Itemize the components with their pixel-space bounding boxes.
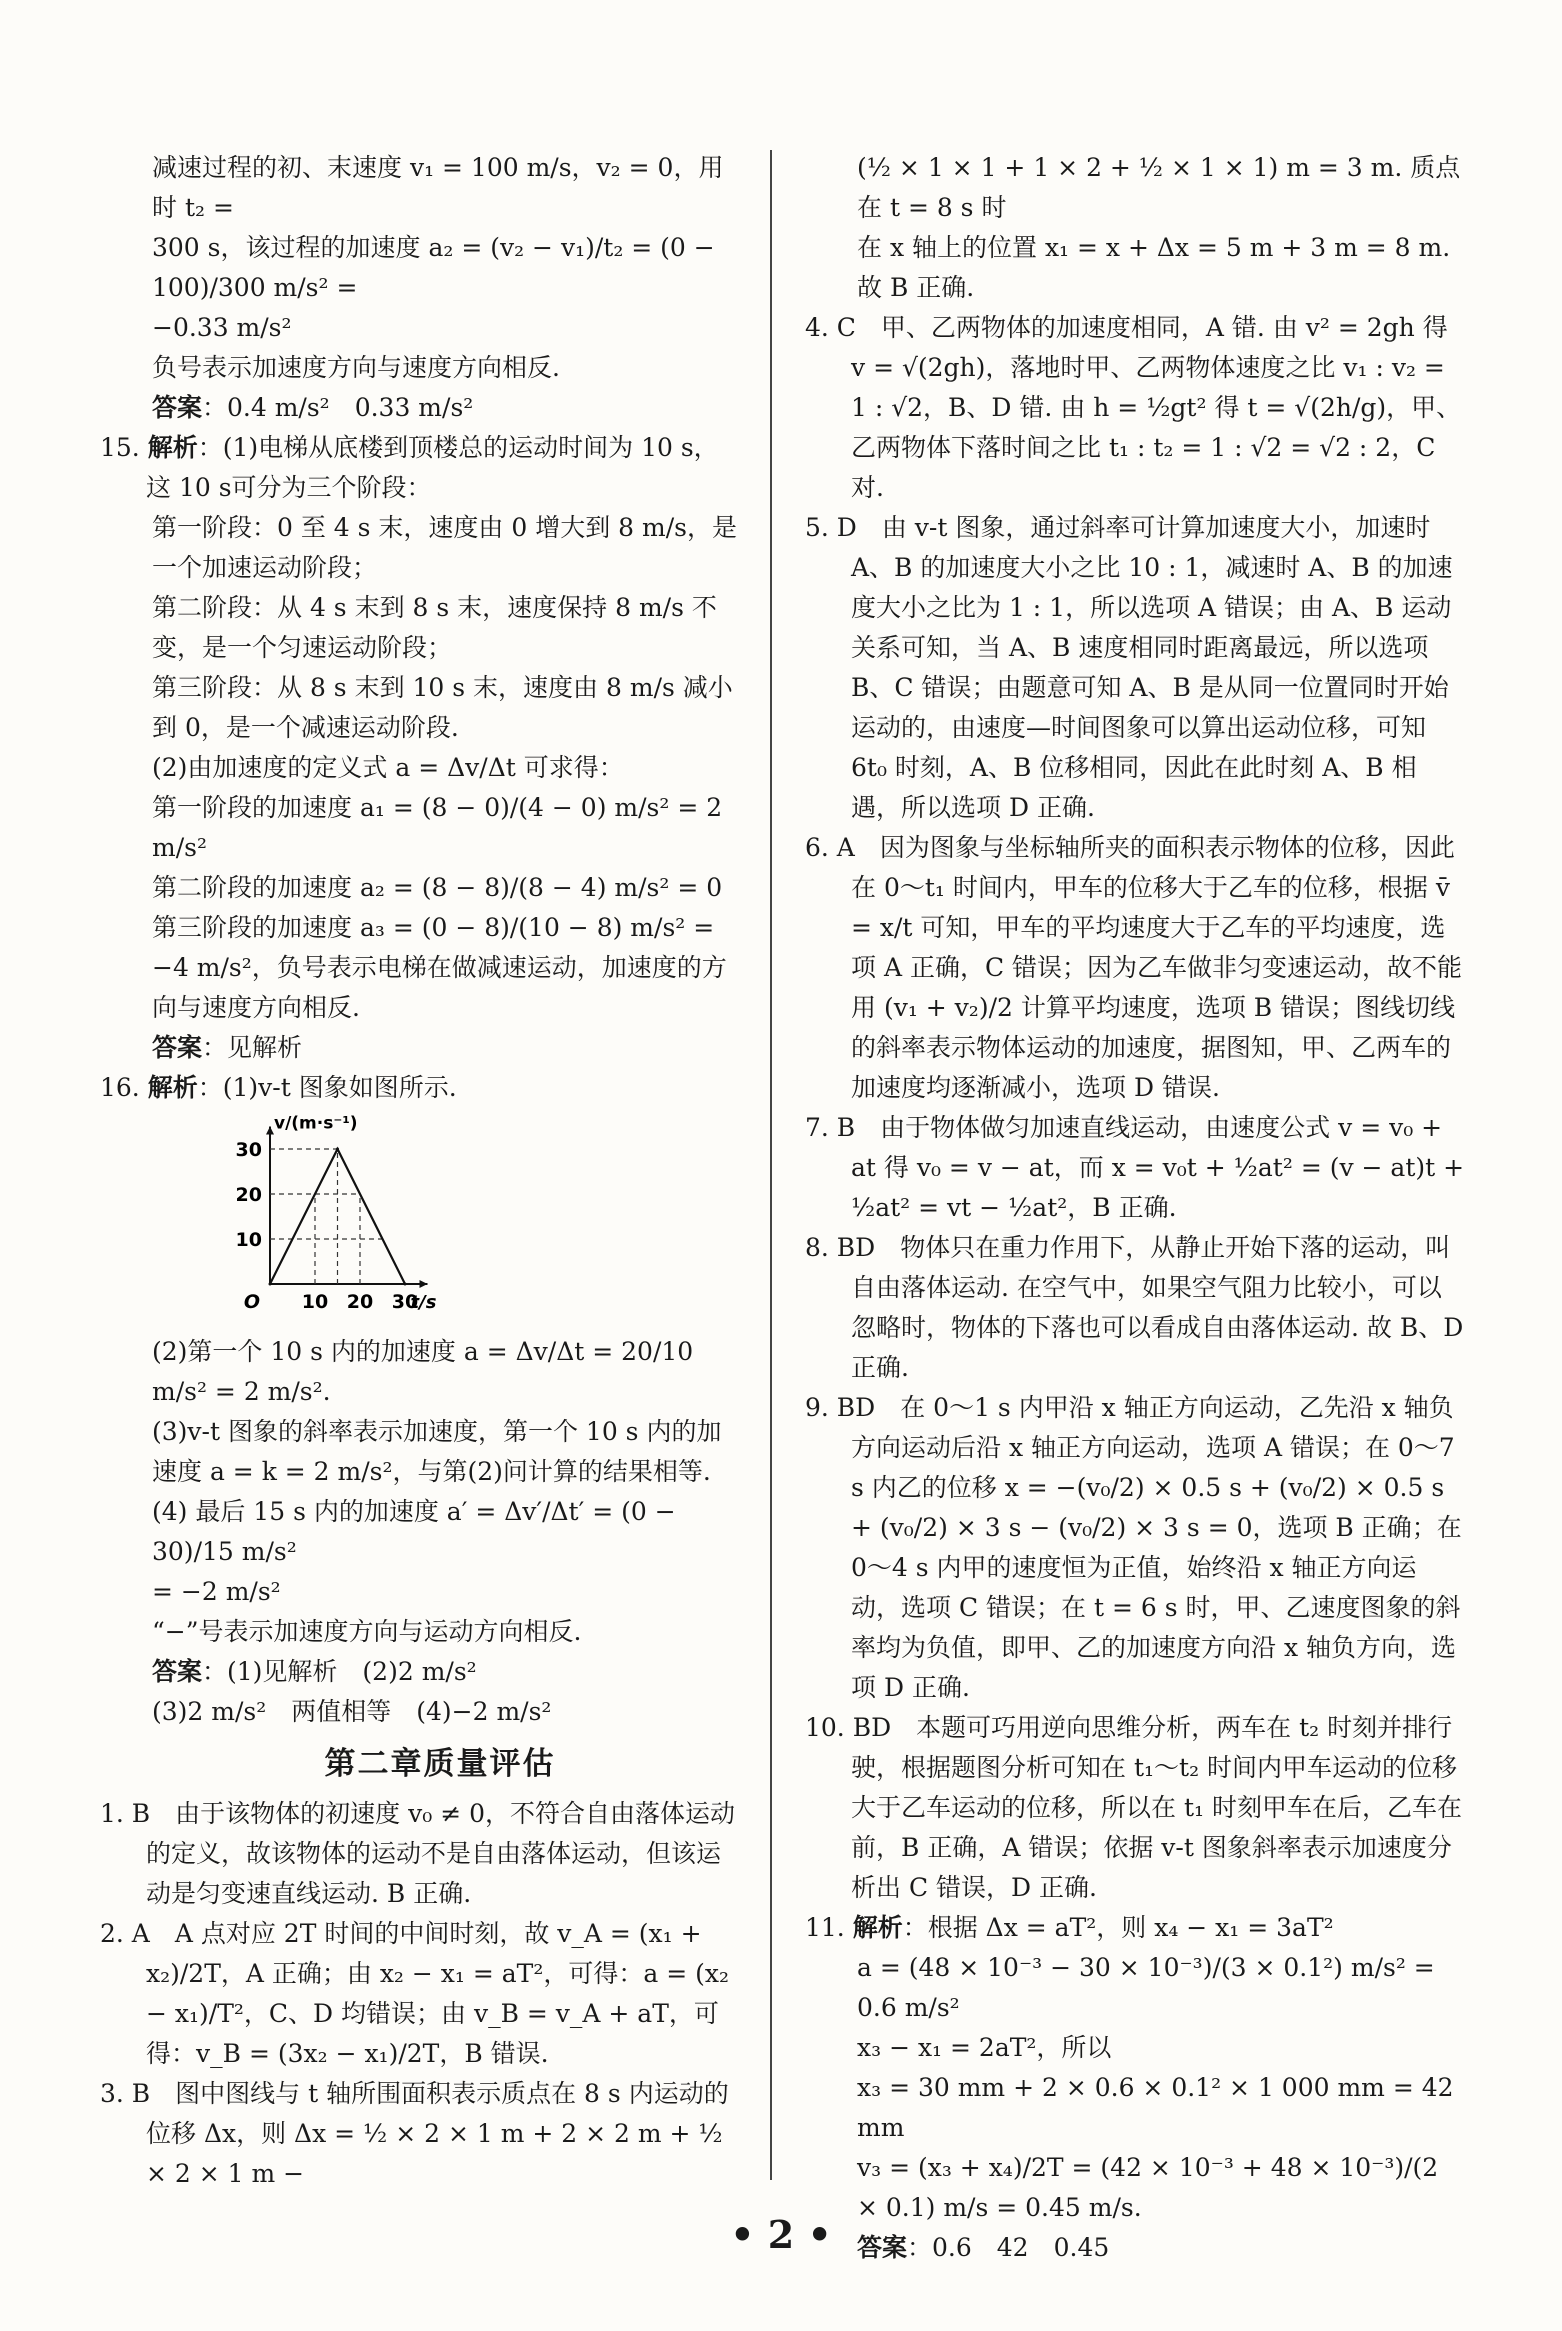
answer-4: 4. C 甲、乙两物体的加速度相同，A 错. 由 v² = 2gh 得 v = √(2gh)，落地时甲、乙两物体速度之比 v₁ : v₂ = 1 : √2，B、D 错. 由 h = ½gt² 得 t = √(2h/g)，甲、乙两物体下落时间之比 t₁ : t₂ = 1 : √2 = √2 : 2，C 对. — [805, 313, 1462, 502]
q16-intro — [100, 1068, 740, 1108]
answer-1: 1. B 由于该物体的初速度 v₀ ≠ 0，不符合自由落体运动的定义，故该物体的运动不是自由落体运动，但该运动是匀变速直线运动. B 正确. — [100, 1799, 736, 1908]
q16-number: 16. — [100, 1073, 148, 1102]
answer-11-text: ：根据 Δx = aT²，则 x₄ − x₁ = 3aT² — [902, 1913, 1334, 1942]
answer-text: ：0.6 42 0.45 — [907, 2233, 1110, 2262]
q14-line-4: 负号表示加速度方向与速度方向相反. — [152, 353, 560, 382]
answer-text: ：0.4 m/s² 0.33 m/s² — [202, 393, 474, 422]
q15-intro — [100, 428, 740, 508]
y-tick-label-20: 20 — [235, 1184, 262, 1206]
x-axis-label: t/s — [410, 1292, 437, 1313]
answer-8: 8. BD 物体只在重力作用下，从静止开始下落的运动，叫自由落体运动. 在空气中，如果空气阻力比较小，可以忽略时，物体的下落也可以看成自由落体运动. 故 B、D 正确. — [805, 1233, 1464, 1382]
q15-accel-3: 第三阶段的加速度 a₃ = (0 − 8)/(10 − 8) m/s² = −4 m/s²，负号表示电梯在做减速运动，加速度的方向与速度方向相反. — [152, 913, 727, 1022]
page-number: • 2 • — [730, 2212, 832, 2257]
q16-text: ：(1)v-t 图象如图所示. — [197, 1073, 457, 1102]
answer-3-cont-1: (½ × 1 × 1 + 1 × 2 + ½ × 1 × 1) m = 3 m. 质点在 t = 8 s 时 — [857, 153, 1461, 222]
q14-line-1: 减速过程的初、末速度 v₁ = 100 m/s，v₂ = 0，用时 t₂ = — [152, 153, 724, 222]
answer-text: ：见解析 — [202, 1033, 303, 1062]
answer-label: 答案 — [857, 2233, 908, 2262]
q16-label: 解析 — [147, 1073, 198, 1102]
right-column — [805, 148, 1465, 2268]
q15-stage-3: 第三阶段：从 8 s 末到 10 s 末，速度由 8 m/s 减小到 0，是一个减速运动阶段. — [152, 673, 733, 742]
q14-answer — [100, 388, 740, 428]
q15-accel-2: 第二阶段的加速度 a₂ = (8 − 8)/(8 − 4) m/s² = 0 — [152, 873, 723, 902]
x-tick-label-30: 30 — [391, 1291, 419, 1313]
x-axis-arrow — [420, 1280, 428, 1288]
data-point-2 — [404, 1283, 407, 1286]
vt-chart-container — [230, 1114, 740, 1326]
q16-part-4: (4) 最后 15 s 内的加速度 a′ = Δv′/Δt′ = (0 − 30)/15 m/s² — [152, 1497, 676, 1566]
answer-11-line-3: x₃ − x₁ = 2aT²，所以 — [857, 2033, 1112, 2062]
section-title: 第二章质量评估 — [324, 1746, 556, 1782]
y-tick-label-30: 30 — [235, 1139, 262, 1161]
q15-stage-2: 第二阶段：从 4 s 末到 8 s 末，速度保持 8 m/s 不变，是一个匀速运动阶段； — [152, 593, 717, 662]
left-column — [100, 148, 740, 2194]
vt-chart — [230, 1114, 470, 1314]
q16-part-3: (3)v-t 图象的斜率表示加速度，第一个 10 s 内的加速度 a = k = 2 m/s²，与第(2)问计算的结果相等. — [152, 1417, 722, 1486]
q15-text: ：(1)电梯从底楼到顶楼总的运动时间为 10 s，这 10 s可分为三个阶段： — [146, 433, 719, 502]
origin-label: O — [243, 1291, 260, 1313]
answer-3: 3. B 图中图线与 t 轴所围面积表示质点在 8 s 内运动的位移 Δx，则 Δx = ½ × 2 × 1 m + 2 × 2 m + ½ × 2 × 1 m − — [100, 2079, 729, 2188]
q16-answer-cont: (3)2 m/s² 两值相等 (4)−2 m/s² — [152, 1697, 552, 1726]
q15-accel-1: 第一阶段的加速度 a₁ = (8 − 0)/(4 − 0) m/s² = 2 m/s² — [152, 793, 723, 862]
answer-11-number: 11. — [805, 1913, 853, 1942]
y-axis-label: v/(m·s⁻¹) — [274, 1114, 358, 1134]
column-divider — [770, 150, 772, 2180]
answer-text: ：(1)见解析 (2)2 m/s² — [202, 1657, 477, 1686]
q16-part-4-result: = −2 m/s² — [152, 1577, 281, 1606]
q14-line-3: −0.33 m/s² — [152, 313, 292, 342]
answer-10: 10. BD 本题可巧用逆向思维分析，两车在 t₂ 时刻并排行驶，根据题图分析可知在 t₁～t₂ 时间内甲车运动的位移大于乙车运动的位移，所以在 t₁ 时刻甲车在后，乙车在前，B 正确，A 错误；依据 v-t 图象斜率表示加速度分析出 C 错误，D 正确. — [805, 1713, 1462, 1902]
q15-number: 15. — [100, 433, 148, 462]
answer-label: 答案 — [152, 1657, 203, 1686]
x-tick-label-20: 20 — [346, 1291, 374, 1313]
data-point-0 — [269, 1283, 272, 1286]
answer-11-intro — [805, 1908, 1465, 1948]
x-tick-label-10: 10 — [301, 1291, 329, 1313]
q14-line-2: 300 s，该过程的加速度 a₂ = (v₂ − v₁)/t₂ = (0 − 100)/300 m/s² = — [152, 233, 715, 302]
answer-label: 答案 — [152, 393, 203, 422]
answer-11-label: 解析 — [852, 1913, 903, 1942]
data-point-1 — [336, 1148, 339, 1151]
answer-2: 2. A A 点对应 2T 时间的中间时刻，故 v_A = (x₁ + x₂)/2T，A 正确；由 x₂ − x₁ = aT²，可得：a = (x₂ − x₁)/T²，C、D 均错误；由 v_B = v_A + aT，可得：v_B = (3x₂ − x₁)/2T，B 错误. — [100, 1919, 729, 2068]
answer-label: 答案 — [152, 1033, 203, 1062]
q15-part-2: (2)由加速度的定义式 a = Δv/Δt 可求得： — [152, 753, 624, 782]
answer-3-cont-2: 在 x 轴上的位置 x₁ = x + Δx = 5 m + 3 m = 8 m. 故 B 正确. — [857, 233, 1451, 302]
answer-11-line-4: x₃ = 30 mm + 2 × 0.6 × 0.1² × 1 000 mm = 42 mm — [857, 2073, 1454, 2142]
q16-part-2: (2)第一个 10 s 内的加速度 a = Δv/Δt = 20/10 m/s² = 2 m/s². — [152, 1337, 694, 1406]
answer-11-line-2: a = (48 × 10⁻³ − 30 × 10⁻³)/(3 × 0.1²) m/s² = 0.6 m/s² — [857, 1953, 1435, 2022]
y-tick-label-10: 10 — [235, 1229, 262, 1251]
answer-7: 7. B 由于物体做匀加速直线运动，由速度公式 v = v₀ + at 得 v₀ = v − at，而 x = v₀t + ½at² = (v − at)t + ½at² = vt − ½at²，B 正确. — [805, 1113, 1465, 1222]
q15-label: 解析 — [147, 433, 198, 462]
q16-answer — [100, 1652, 740, 1692]
answer-11-line-5: v₃ = (x₃ + x₄)/2T = (42 × 10⁻³ + 48 × 10⁻³)/(2 × 0.1) m/s = 0.45 m/s. — [857, 2153, 1439, 2222]
q15-stage-1: 第一阶段：0 至 4 s 末，速度由 0 增大到 8 m/s，是一个加速运动阶段； — [152, 513, 737, 582]
answer-5: 5. D 由 v-t 图象，通过斜率可计算加速度大小，加速时 A、B 的加速度大小之比 10 : 1，减速时 A、B 的加速度大小之比为 1 : 1，所以选项 A 错误；由 A、B 运动关系可知，当 A、B 速度相同时距离最远，所以选项 B、C 错误；由题意可知 A、B 是从同一位置同时开始运动的，由速度—时间图象可以算出运动位移，可知 6t₀ 时刻，A、B 位移相同，因此在此时刻 A、B 相遇，所以选项 D 正确. — [805, 513, 1453, 822]
answer-6: 6. A 因为图象与坐标轴所夹的面积表示物体的位移，因此在 0～t₁ 时间内，甲车的位移大于乙车的位移，根据 v̄ = x/t 可知，甲车的平均速度大于乙车的平均速度，选项 A 正确，C 错误；因为乙车做非匀变速运动，故不能用 (v₁ + v₂)/2 计算平均速度，选项 B 错误；图线切线的斜率表示物体运动的加速度，据图知，甲、乙两车的加速度均逐渐减小，选项 D 错误. — [805, 833, 1463, 1102]
q16-sign-note: “−”号表示加速度方向与运动方向相反. — [152, 1617, 582, 1646]
answer-9: 9. BD 在 0～1 s 内甲沿 x 轴正方向运动，乙先沿 x 轴负方向运动后沿 x 轴正方向运动，选项 A 错误；在 0～7 s 内乙的位移 x = −(v₀/2) × 0.5 s + (v₀/2) × 0.5 s + (v₀/2) × 3 s − (v₀/2) × 3 s = 0，选项 B 正确；在 0～4 s 内甲的速度恒为正值，始终沿 x 轴正方向运动，选项 C 错误；在 t = 6 s 时，甲、乙速度图象的斜率均为负值，即甲、乙的加速度方向沿 x 轴负方向，选项 D 正确. — [805, 1393, 1462, 1702]
q15-answer — [100, 1028, 740, 1068]
y-axis-arrow — [266, 1127, 274, 1135]
